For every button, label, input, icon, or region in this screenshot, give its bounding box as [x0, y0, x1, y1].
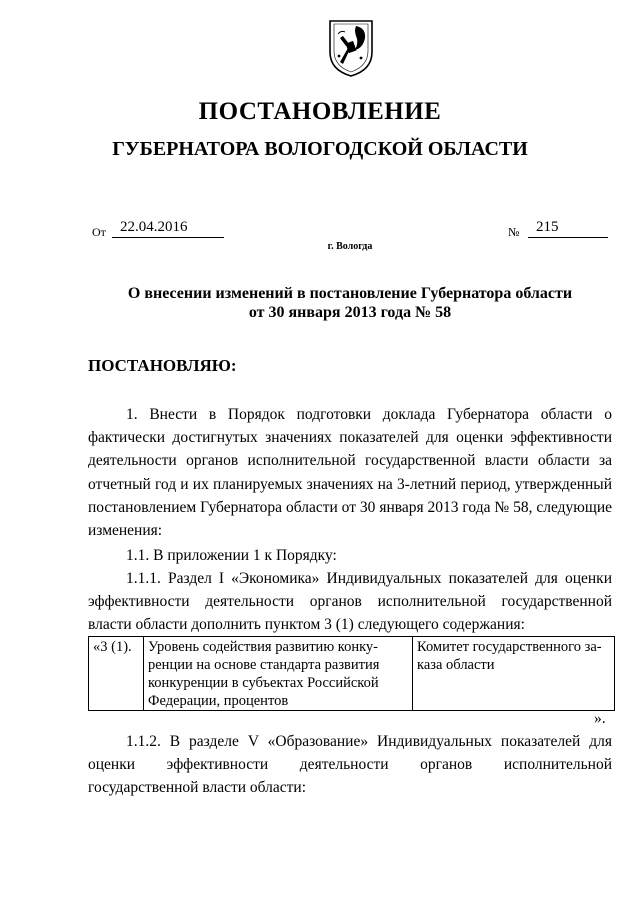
- resolve-heading: ПОСТАНОВЛЯЮ:: [88, 356, 237, 375]
- document-date: 22.04.2016: [112, 218, 224, 238]
- closing-quote: ».: [594, 710, 606, 727]
- document-subject: [0, 284, 640, 322]
- coat-of-arms-emblem: [326, 18, 376, 78]
- document-number: 215: [528, 218, 608, 238]
- city-label: г. Вологда: [327, 241, 373, 252]
- date-prefix: От: [92, 225, 106, 239]
- document-type-title: ПОСТАНОВЛЕНИЕ: [198, 98, 442, 125]
- subject-line-2: от 30 января 2013 года № 58: [248, 304, 452, 321]
- paragraph-1-1-1: 1.1.1. Раздел I «Экономика» Индивидуальных показателей для оценки эффективности деятельности органов исполнительной государственной власти области дополнить пунктом 3 (1) следующего содержания:: [88, 570, 612, 634]
- table-row: [89, 637, 615, 711]
- inserted-item-table: [88, 636, 615, 711]
- issuer-title: ГУБЕРНАТОРА ВОЛОГОДСКОЙ ОБЛАСТИ: [112, 138, 528, 160]
- subject-line-1: О внесении изменений в постановление Губернатора области: [127, 285, 573, 302]
- paragraph-1-1: 1.1. В приложении 1 к Порядку:: [126, 547, 337, 564]
- paragraph-1: 1. Внести в Порядок подготовки доклада Губернатора области о фактически достигнутых значениях показателей для оценки эффективности деятельности органов исполнительной государственной власти области за отчетный год и их планируемых значениях на 3-летний период, утвержденный постановлением Губернатора области от 30 января 2013 года № 58, следующие изменения:: [88, 406, 612, 540]
- item-number-cell: «3 (1).: [89, 637, 144, 711]
- paragraph-1-1-2: 1.1.2. В разделе V «Образование» Индивидуальных показателей для оценки эффективности деятельности органов исполнительной государственной власти области:: [88, 733, 612, 797]
- number-prefix: №: [508, 225, 520, 239]
- responsible-body-cell: Комитет государственного за-каза области: [413, 637, 615, 711]
- indicator-cell: Уровень содействия развитию конку-ренции на основе стандарта развития конкуренции в субъектах Российской Федерации, процентов: [144, 637, 413, 711]
